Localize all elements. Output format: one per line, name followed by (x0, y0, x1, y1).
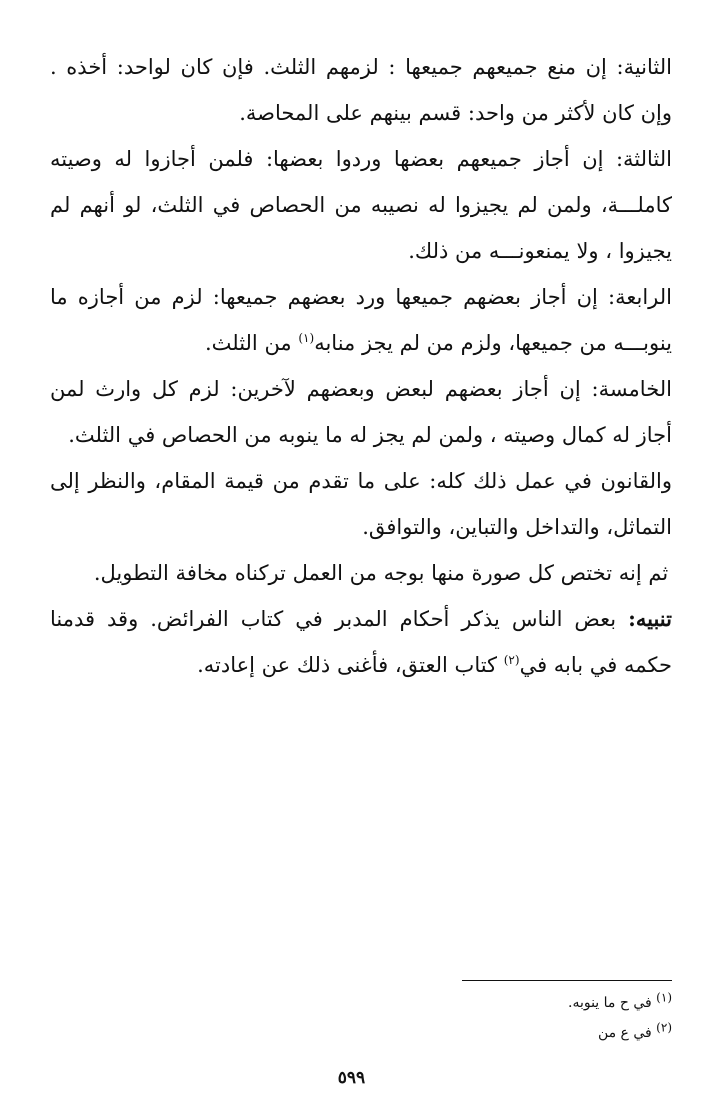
paragraph-fifth-case (50, 366, 672, 458)
footnote-2 (430, 1018, 672, 1048)
paragraph-text: الثانية: إن منع جميعهم جميعها : لزمهم الثلث. فإن كان لواحد: أخذه . وإن كان لأكثر من واحد: قسم بينهم على المحاصة. (50, 55, 672, 125)
paragraph-conclusion (50, 550, 672, 596)
footnote-reference-2: (٢) (503, 653, 520, 667)
main-text (50, 44, 672, 688)
paragraph-text: والقانون في عمل ذلك كله: على ما تقدم من قيمة المقام، والنظر إلى التماثل، والتداخل والتباين، والتوافق. (50, 469, 672, 539)
footnote-text: في ح ما ينوبه. (568, 995, 657, 1011)
paragraph-text: الخامسة: إن أجاز بعضهم لبعض وبعضهم لآخرين: لزم كل وارث لمن أجاز له كمال وصيته ، ولمن لم يجز له ما ينوبه من الحصاص في الثلث. (50, 377, 672, 447)
footnote-reference-1: (١) (298, 331, 315, 345)
note-label: تنبيه: (628, 606, 672, 631)
paragraph-text: من الثلث. (204, 331, 299, 355)
paragraph-second-case (50, 44, 672, 136)
footnote-1 (430, 988, 672, 1018)
footnote-marker: (١) (656, 990, 672, 1005)
paragraph-third-case (50, 136, 672, 274)
paragraph-note (50, 596, 672, 688)
page-number: ٥٩٩ (337, 1068, 366, 1088)
paragraph-text: الثالثة: إن أجاز جميعهم بعضها وردوا بعضها: فلمن أجازوا له وصيته كاملـــة، ولمن لم يجيزوا له نصيبه من الحصاص في الثلث، لو أنهم لم يجيزوا ، ولا يمنعونـــه من ذلك. (50, 147, 672, 263)
paragraph-text: ثم إنه تختص كل صورة منها بوجه من العمل تركناه مخافة التطويل. (93, 561, 669, 585)
footnote-divider (462, 980, 672, 981)
footnote-marker: (٢) (656, 1020, 672, 1035)
paragraph-text: كتاب العتق، فأغنى ذلك عن إعادته. (197, 653, 504, 677)
paragraph-fourth-case (50, 274, 672, 366)
footnote-text: في ع من (597, 1025, 657, 1041)
paragraph-rule (50, 458, 672, 550)
paragraph-text: بعض الناس يذكر أحكام المدبر في كتاب الفرائض. وقد قدمنا حكمه في بابه في (50, 607, 672, 677)
paragraph-text: الرابعة: إن أجاز بعضهم جميعها ورد بعضهم جميعها: لزم من أجازه ما ينوبـــه من جميعها، ولزم من لم يجز منابه (50, 285, 672, 355)
footnotes (430, 988, 672, 1048)
